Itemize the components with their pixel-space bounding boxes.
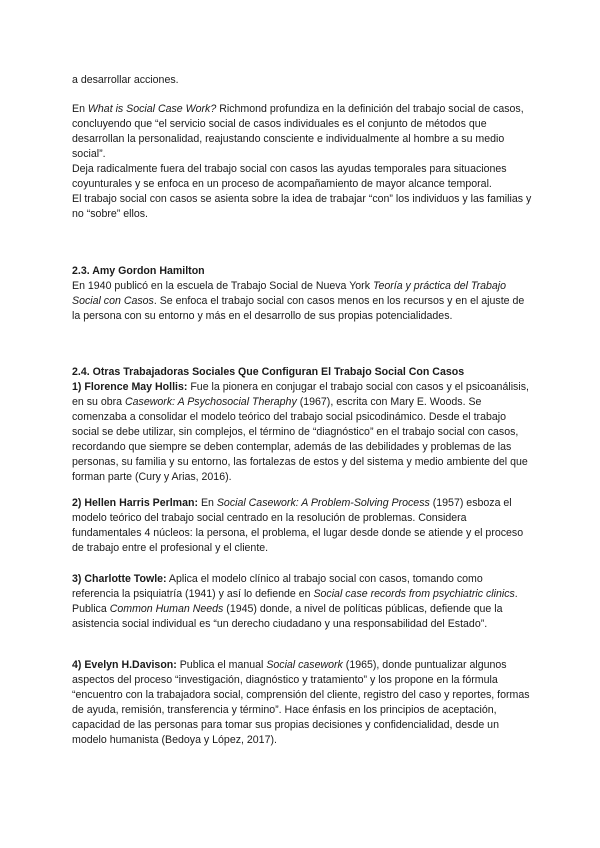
book-title: Social case records from psychiatric clinics xyxy=(313,588,515,600)
heading-otras: 2.4. Otras Trabajadoras Sociales Que Configuran El Trabajo Social Con Casos xyxy=(72,366,465,378)
paragraph-text: (1945) donde, a nivel de políticas públicas, defiende que la asistencia social individual es “un derecho ciudadano y una responsabilidad del Estado”. xyxy=(72,603,503,630)
person-name: 2) Hellen Harris Perlman: xyxy=(72,497,198,509)
paragraph-text: . Se enfoca el trabajo social con casos menos en los recursos y en el ajuste de la persona con su entorno y más en el desarrollo de sus propias potencialidades. xyxy=(72,295,525,322)
paragraph-text: Fue la pionera en conjugar el trabajo social con casos y el psicoanálisis, en su obra xyxy=(72,381,529,408)
paragraph-text: (1965), donde puntualizar algunos aspectos del proceso “investigación, diagnóstico y tratamiento” y los propone en la fórmula “encuentro con la trabajadora social, comprensión del cliente, registro del caso y reportes, formas de ayuda, remisión, transferencia y término”. Hace énfasis en los principios de aceptación, capacidad de las personas para tomar sus propias decisiones y confidencialidad, desde un modelo humanista (Bedoya y López, 2017). xyxy=(72,659,530,746)
paragraph-text: En xyxy=(72,103,88,115)
paragraph-text: Aplica el modelo clínico al trabajo social con casos, tomando como referencia la psiquiatría (1941) y así lo defiende en xyxy=(72,573,483,600)
paragraph-text: En xyxy=(198,497,217,509)
paragraph-perlman xyxy=(72,496,532,556)
paragraph-towle xyxy=(72,572,532,632)
paragraph-richmond xyxy=(72,102,532,222)
paragraph-text: El trabajo social con casos se asienta sobre la idea de trabajar “con” los individuos y las familias y no “sobre” ellos. xyxy=(72,193,532,220)
heading-hamilton: 2.3. Amy Gordon Hamilton xyxy=(72,265,205,277)
paragraph-text: a desarrollar acciones. xyxy=(72,74,179,86)
book-title: Teoría y práctica del Trabajo Social con Casos xyxy=(72,280,507,307)
book-title: What is Social Case Work? xyxy=(87,103,217,115)
person-name: 1) Florence May Hollis: xyxy=(72,381,188,393)
paragraph-text: (1957) esboza el modelo teórico del trabajo social centrado en la resolución de problemas. Considera fundamentales 4 núcleos: la persona, el problema, el lugar desde donde se atiende y el proceso de trabajo entre el profesional y el cliente. xyxy=(72,497,524,554)
paragraph-text: Richmond profundiza en la definición del trabajo social de casos, concluyendo que “el servicio social de casos individuales es el conjunto de métodos que desarrollan la personalidad, reajustando consciente e individualmente al hombre a su medio social”. xyxy=(72,103,524,160)
person-name: 4) Evelyn H.Davison: xyxy=(72,659,177,671)
book-title: Social Casework: A Problem-Solving Process xyxy=(216,497,430,509)
paragraph-text: En 1940 publicó en la escuela de Trabajo Social de Nueva York xyxy=(72,280,373,292)
book-title: Casework: A Psychosocial Theraphy xyxy=(125,396,297,408)
paragraph-text: . Publica xyxy=(72,588,518,615)
book-title: Social casework xyxy=(266,659,343,671)
person-name: 3) Charlotte Towle: xyxy=(72,573,167,585)
paragraph-text: Publica el manual xyxy=(176,659,267,671)
paragraph-text: (1967), escrita con Mary E. Woods. Se comenzaba a consolidar el modelo teórico del trabajo social psicodinámico. Desde el trabajo social se debe utilizar, sin complejos, el término de “diagnóstico” en el trabajo social con casos, recordando que siempre se deben contemplar, además de las debilidades y problemas de las personas, su familia y su entorno, las fortalezas de estos y del sistema y medio ambiente del que forman parte (Cury y Arias, 2016). xyxy=(72,396,528,483)
paragraph-intro-end xyxy=(72,73,532,88)
paragraph-hollis xyxy=(72,380,532,485)
book-title: Common Human Needs xyxy=(109,603,224,615)
paragraph-text: Deja radicalmente fuera del trabajo social con casos las ayudas temporales para situaciones coyunturales y se enfoca en un proceso de acompañamiento de mayor alcance temporal. xyxy=(72,163,507,190)
paragraph-davison xyxy=(72,658,532,748)
paragraph-hamilton xyxy=(72,279,532,324)
